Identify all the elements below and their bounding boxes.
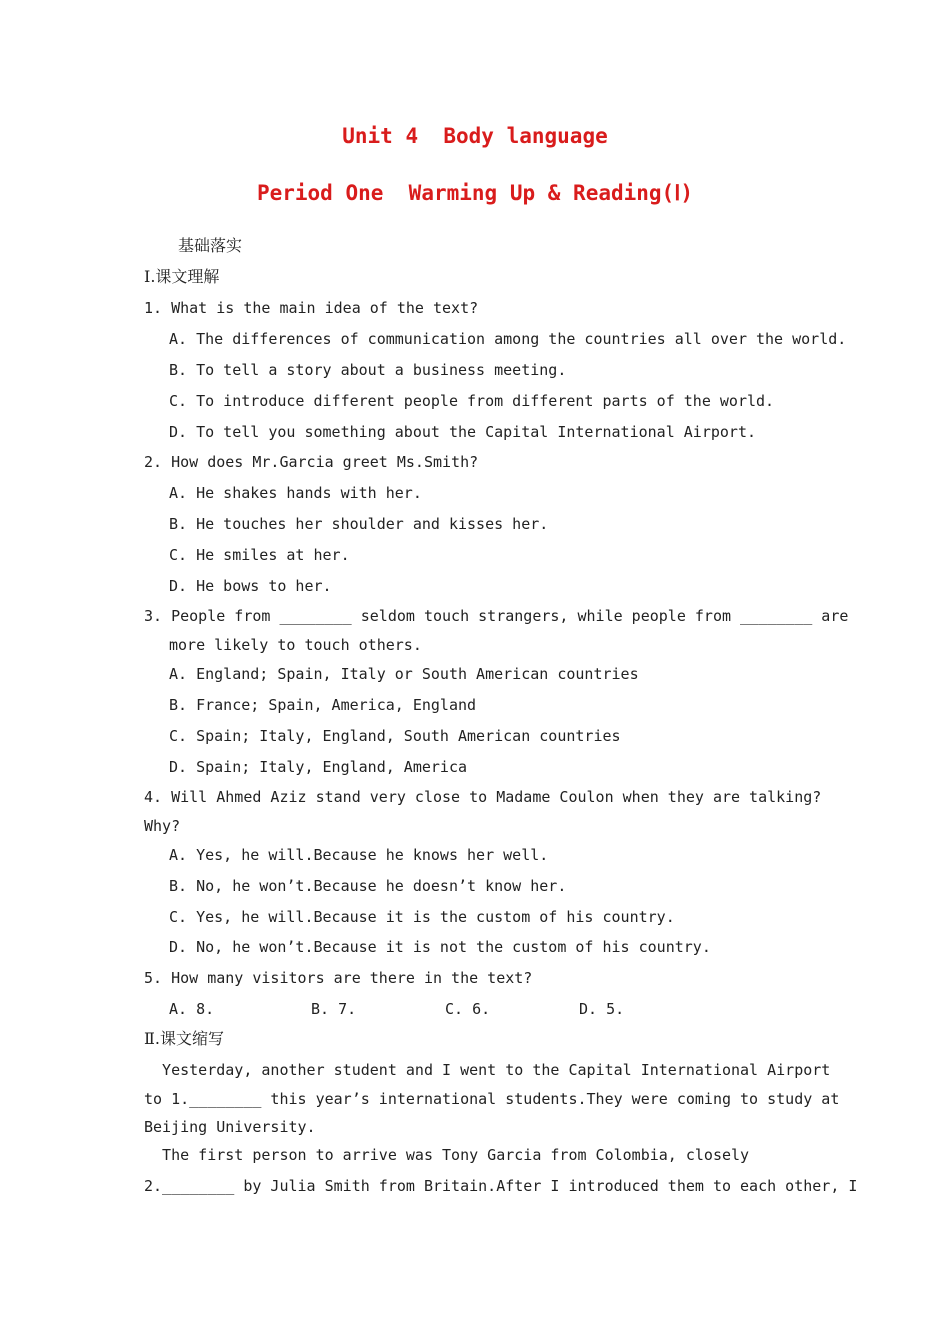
question-3-option-b: B. France; Spain, America, England: [169, 696, 477, 714]
question-1-option-c: C. To introduce different people from different parts of the world.: [169, 392, 775, 410]
question-3-stem: 3. People from ________ seldom touch strangers, while people from ________ are: [144, 607, 849, 625]
question-4-stem-continued: Why?: [144, 817, 181, 835]
question-4-option-a: A. Yes, he will.Because he knows her well.: [169, 846, 549, 864]
question-5-option-b: B. 7.: [311, 1000, 357, 1018]
question-3-option-d: D. Spain; Italy, England, America: [169, 758, 468, 776]
question-3-option-c: C. Spain; Italy, England, South American countries: [169, 727, 621, 745]
question-3-stem-continued: more likely to touch others.: [169, 636, 422, 654]
question-4-option-d: D. No, he won’t.Because it is not the custom of his country.: [169, 938, 711, 956]
question-1-option-a: A. The differences of communication among the countries all over the world.: [169, 330, 847, 348]
summary-line-4: The first person to arrive was Tony Garcia from Colombia, closely: [144, 1146, 750, 1164]
question-4-stem: 4. Will Ahmed Aziz stand very close to Madame Coulon when they are talking?: [144, 788, 822, 806]
section-1-heading: Ⅰ.课文理解: [144, 267, 220, 286]
summary-line-1: Yesterday, another student and I went to the Capital International Airport: [144, 1061, 831, 1079]
question-3-option-a: A. England; Spain, Italy or South American countries: [169, 665, 639, 683]
question-4-option-c: C. Yes, he will.Because it is the custom of his country.: [169, 908, 675, 926]
summary-line-5: 2.________ by Julia Smith from Britain.After I introduced them to each other, I: [144, 1177, 858, 1195]
question-1-option-b: B. To tell a story about a business meeting.: [169, 361, 567, 379]
question-5-option-a: A. 8.: [169, 1000, 215, 1018]
summary-line-2: to 1.________ this year’s international students.They were coming to study at: [144, 1090, 840, 1108]
basic-section-label: 基础落实: [178, 236, 243, 255]
question-2-option-c: C. He smiles at her.: [169, 546, 350, 564]
question-2-option-a: A. He shakes hands with her.: [169, 484, 422, 502]
question-5-option-c: C. 6.: [445, 1000, 491, 1018]
question-4-option-b: B. No, he won’t.Because he doesn’t know her.: [169, 877, 567, 895]
unit-title: Unit 4 Body language: [342, 124, 608, 148]
question-2-option-d: D. He bows to her.: [169, 577, 332, 595]
question-1-option-d: D. To tell you something about the Capital International Airport.: [169, 423, 756, 441]
period-title: Period One Warming Up & Reading(Ⅰ): [256, 181, 694, 205]
question-2-option-b: B. He touches her shoulder and kisses her.: [169, 515, 549, 533]
summary-line-3: Beijing University.: [144, 1118, 316, 1136]
section-2-heading: Ⅱ.课文缩写: [144, 1029, 224, 1048]
question-5-stem: 5. How many visitors are there in the text?: [144, 969, 533, 987]
question-5-option-d: D. 5.: [579, 1000, 625, 1018]
question-2-stem: 2. How does Mr.Garcia greet Ms.Smith?: [144, 453, 479, 471]
question-1-stem: 1. What is the main idea of the text?: [144, 299, 479, 317]
